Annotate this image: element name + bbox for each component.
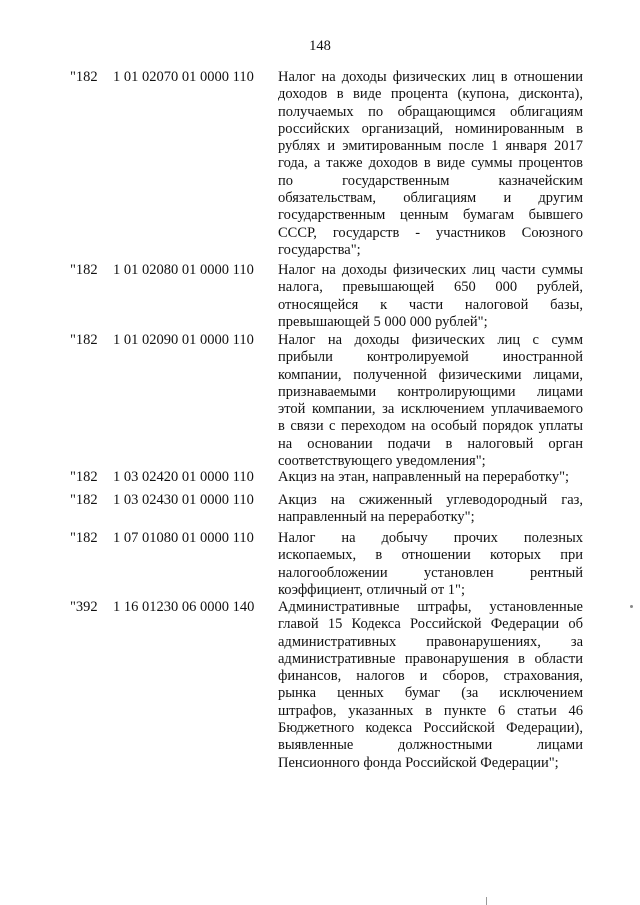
description-line: Налог на доходы физических лиц в отношении [278, 69, 583, 85]
page-number: 148 [309, 38, 331, 54]
budget-classification-code: 1 01 02080 01 0000 110 [113, 262, 254, 278]
description-line: Бюджетного кодекса Российской Федерации), [278, 720, 583, 737]
description-line: соответствующего уведомления"; [278, 453, 486, 470]
description-line: административные правонарушения в области [278, 650, 583, 667]
description-line: административных правонарушениях, за [278, 633, 583, 650]
revenue-description [278, 262, 583, 331]
revenue-description [278, 69, 583, 259]
scan-speck [630, 605, 633, 608]
description-line: рынка ценных бумаг (за исключением [278, 685, 583, 702]
description-line: превышающей 5 000 000 рублей"; [278, 313, 488, 330]
budget-classification-code: 1 03 02420 01 0000 110 [113, 469, 254, 485]
description-line: года, а также доходов в виде суммы процентов [278, 155, 583, 172]
description-line: на основании подачи в налоговый орган [278, 435, 583, 452]
description-line: в связи с переходом на особый порядок уплаты [278, 418, 583, 435]
description-line: Пенсионного фонда Российской Федерации"; [278, 754, 559, 771]
revenue-description [278, 332, 583, 470]
budget-classification-code: 1 03 02430 01 0000 110 [113, 492, 254, 508]
description-line: государственным ценным бумагам бывшего [278, 207, 583, 224]
description-line: государства"; [278, 241, 361, 258]
description-line: Налог на доходы физических лиц с сумм [278, 332, 583, 348]
description-line: ископаемых, в отношении которых при [278, 547, 583, 564]
description-line: Акциз на сжиженный углеводородный газ, [278, 492, 583, 508]
budget-classification-code: 1 07 01080 01 0000 110 [113, 530, 254, 546]
description-line: доходов в виде процента (купона, дисконта), [278, 86, 583, 103]
admin-code: "182 [70, 530, 98, 546]
description-line: признаваемыми контролирующими лицами [278, 383, 583, 400]
description-line: направленный на переработку"; [278, 509, 475, 526]
admin-code: "182 [70, 492, 98, 508]
admin-code: "182 [70, 262, 98, 278]
description-line: налогообложении установлен рентный [278, 564, 583, 581]
admin-code: "392 [70, 599, 98, 615]
description-line: Административные штрафы, установленные [278, 599, 583, 615]
admin-code: "182 [70, 69, 98, 85]
budget-classification-code: 1 16 01230 06 0000 140 [113, 599, 255, 615]
budget-classification-code: 1 01 02090 01 0000 110 [113, 332, 254, 348]
description-line: финансов, налогов и сборов, страхования, [278, 668, 583, 685]
description-line: Налог на добычу прочих полезных [278, 530, 583, 546]
description-line: налога, превышающей 650 000 рублей, [278, 279, 583, 296]
description-line: рублях и эмитированным после 1 января 2017 [278, 138, 583, 155]
description-line: СССР, государств - участников Союзного [278, 224, 583, 241]
description-line: этой компании, за исключением уплачиваемого [278, 401, 583, 418]
description-line: получаемых по обращающимся облигациям [278, 103, 583, 120]
description-line: Акциз на этан, направленный на переработку"; [278, 469, 570, 485]
revenue-description [278, 469, 583, 486]
description-line: прибыли контролируемой иностранной [278, 349, 583, 366]
budget-classification-code: 1 01 02070 01 0000 110 [113, 69, 254, 85]
description-line: относящейся к части налоговой базы, [278, 296, 583, 313]
description-line: Налог на доходы физических лиц части суммы [278, 262, 583, 278]
description-line: компании, полученной физическими лицами, [278, 366, 583, 383]
description-line: штрафов, указанных в пункте 6 статьи 46 [278, 702, 583, 719]
admin-code: "182 [70, 332, 98, 348]
revenue-description [278, 530, 583, 599]
description-line: обязательствам, облигациям и другим [278, 190, 583, 207]
revenue-description [278, 599, 583, 772]
description-line: главой 15 Кодекса Российской Федерации об [278, 616, 583, 633]
admin-code: "182 [70, 469, 98, 485]
description-line: коэффициент, отличный от 1"; [278, 581, 465, 598]
revenue-description [278, 492, 583, 527]
description-line: по государственным казначейским [278, 172, 583, 189]
description-line: выявленные должностными лицами [278, 737, 583, 754]
scan-mark [486, 897, 487, 905]
description-line: российских организаций, номинированным в [278, 120, 583, 137]
